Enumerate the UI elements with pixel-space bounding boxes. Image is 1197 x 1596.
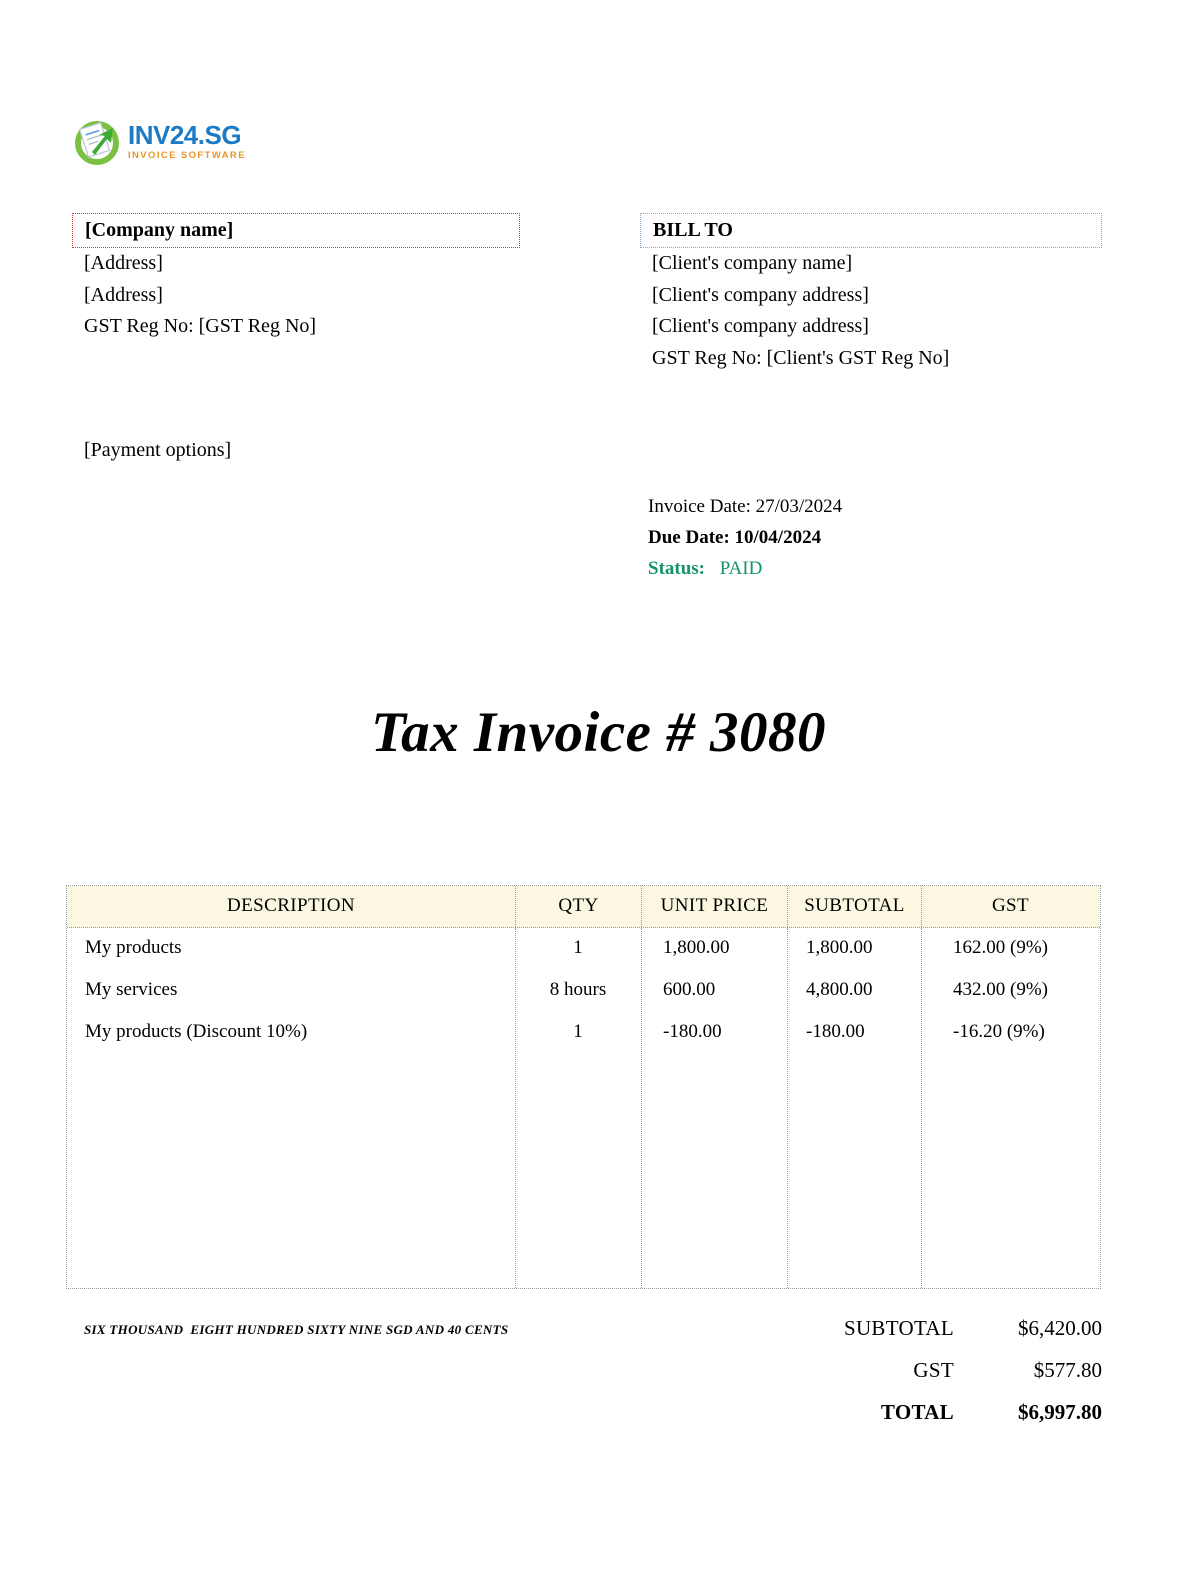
company-logo — [72, 112, 312, 170]
invoice-growth-logo-icon — [72, 116, 122, 166]
cell-subtotal: 1,800.00 — [806, 937, 873, 958]
totals-row-subtotal — [740, 1318, 1102, 1339]
gst-label: GST — [913, 1358, 954, 1382]
cell-unit-price: 600.00 — [663, 978, 716, 1000]
total-label: TOTAL — [880, 1400, 954, 1424]
invoice-date-value: 27/03/2024 — [755, 496, 843, 517]
seller-company-name[interactable]: [Company name] — [72, 213, 520, 248]
table-body — [67, 928, 1100, 1288]
due-date-label: Due Date: — [648, 526, 730, 548]
table-header-row — [67, 886, 1100, 928]
payment-options[interactable]: [Payment options] — [84, 439, 232, 461]
due-date-line — [648, 523, 842, 554]
totals-block — [740, 1318, 1102, 1444]
column-header-gst: GST — [921, 886, 1099, 927]
seller-address-line-1[interactable]: [Address] — [84, 252, 163, 274]
buyer-company-name[interactable]: [Client's company name] — [652, 252, 853, 274]
cell-subtotal: 4,800.00 — [806, 978, 873, 1000]
cell-gst: 432.00 (9%) — [953, 978, 1048, 1000]
total-value: $6,997.80 — [1018, 1400, 1102, 1424]
cell-description: My services — [85, 978, 178, 1000]
cell-qty: 1 — [573, 1020, 583, 1042]
subtotal-label: SUBTOTAL — [843, 1316, 954, 1340]
gst-value: $577.80 — [1033, 1358, 1102, 1382]
column-divider-gst — [921, 928, 922, 1288]
due-date-value: 10/04/2024 — [734, 526, 822, 548]
totals-row-total — [740, 1402, 1102, 1423]
cell-qty: 8 hours — [549, 978, 607, 1000]
table-row — [67, 970, 1100, 1012]
logo-wordmark — [128, 119, 246, 161]
column-header-unit-price: UNIT PRICE — [641, 886, 787, 927]
cell-description: My products — [85, 937, 182, 958]
logo-title: INV24.SG — [128, 119, 242, 150]
invoice-date-label: Invoice Date: — [648, 496, 751, 517]
invoice-meta — [648, 492, 842, 584]
totals-row-gst — [740, 1360, 1102, 1381]
cell-gst: 162.00 (9%) — [953, 937, 1048, 958]
status-badge: PAID — [719, 557, 763, 579]
cell-unit-price: -180.00 — [663, 1020, 722, 1042]
table-row — [67, 1012, 1100, 1054]
column-header-subtotal: SUBTOTAL — [787, 886, 921, 927]
cell-subtotal: -180.00 — [806, 1020, 865, 1042]
column-divider-unit-price — [641, 928, 642, 1288]
logo-subtitle: INVOICE SOFTWARE — [128, 149, 246, 161]
table-row — [67, 928, 1100, 970]
line-items-table — [66, 885, 1101, 1289]
buyer-address-line-2[interactable]: [Client's company address] — [652, 315, 869, 338]
cell-gst: -16.20 (9%) — [953, 1020, 1045, 1042]
buyer-block — [640, 213, 1102, 374]
invoice-date-line — [648, 492, 842, 523]
bill-to-heading[interactable]: BILL TO — [640, 213, 1102, 248]
status-label: Status: — [648, 557, 706, 579]
buyer-gst-reg[interactable]: GST Reg No: [Client's GST Reg No] — [652, 346, 950, 369]
seller-address-line-2[interactable]: [Address] — [84, 283, 163, 306]
cell-description: My products (Discount 10%) — [85, 1020, 308, 1042]
column-header-description: DESCRIPTION — [227, 895, 355, 916]
buyer-address-line-1[interactable]: [Client's company address] — [652, 283, 869, 306]
cell-unit-price: 1,800.00 — [663, 937, 730, 958]
column-header-qty: QTY — [515, 886, 641, 927]
seller-gst-reg[interactable]: GST Reg No: [GST Reg No] — [84, 315, 317, 338]
status-line — [648, 554, 842, 585]
seller-block — [72, 213, 520, 343]
amount-in-words: SIX THOUSAND EIGHT HUNDRED SIXTY NINE SGD AND 40 CENTS — [84, 1322, 509, 1337]
column-divider-qty — [515, 928, 516, 1288]
cell-qty: 1 — [573, 937, 583, 958]
column-divider-subtotal — [787, 928, 788, 1288]
page-title: Tax Invoice # 3080 — [371, 701, 826, 764]
subtotal-value: $6,420.00 — [1018, 1316, 1102, 1340]
